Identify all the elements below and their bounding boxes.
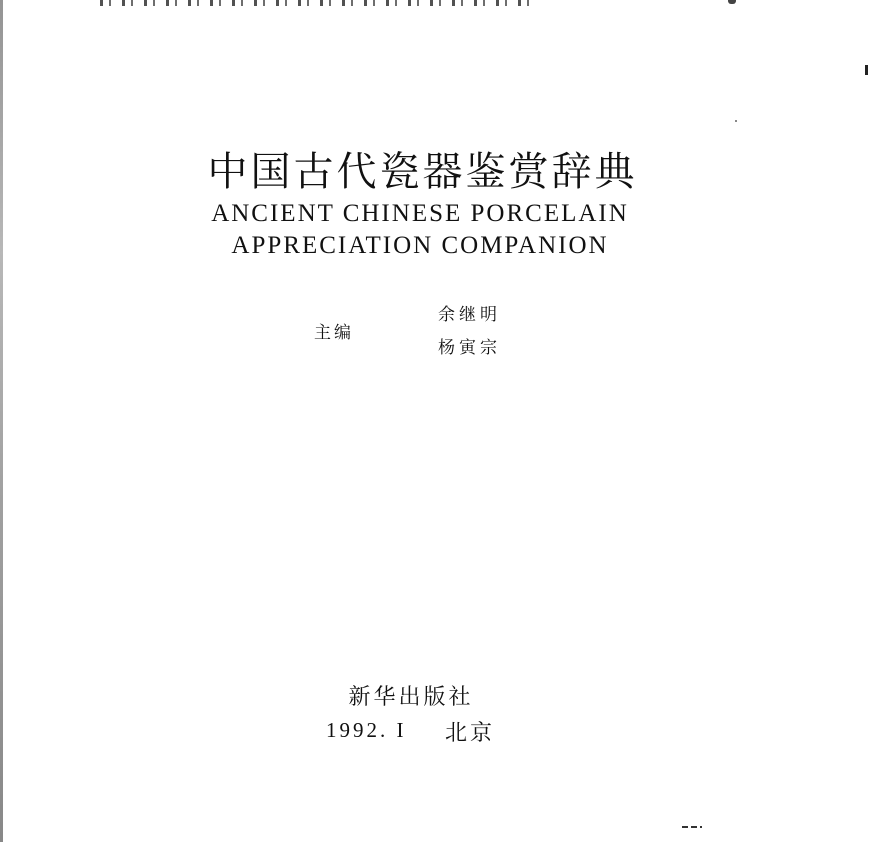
scan-artifact-right bbox=[865, 65, 868, 75]
book-title-chinese: 中国古代瓷器鉴赏辞典 bbox=[207, 149, 638, 195]
editor-name: 杨寅宗 bbox=[438, 338, 501, 358]
scan-edge bbox=[0, 0, 3, 842]
editor-label: 主编 bbox=[314, 323, 354, 343]
scan-artifact-top bbox=[100, 0, 530, 6]
book-title-english-line2: APPRECIATION COMPANION bbox=[231, 232, 609, 259]
publication-date: 1992. I bbox=[326, 718, 407, 742]
editor-name: 余继明 bbox=[438, 305, 501, 325]
scan-artifact-top-right bbox=[728, 0, 736, 4]
publisher-name: 新华出版社 bbox=[348, 685, 474, 710]
scan-speck bbox=[735, 120, 737, 122]
publication-place: 北京 bbox=[445, 721, 496, 746]
scan-artifact-bottom bbox=[682, 826, 702, 828]
book-title-english-line1: ANCIENT CHINESE PORCELAIN bbox=[211, 200, 629, 227]
